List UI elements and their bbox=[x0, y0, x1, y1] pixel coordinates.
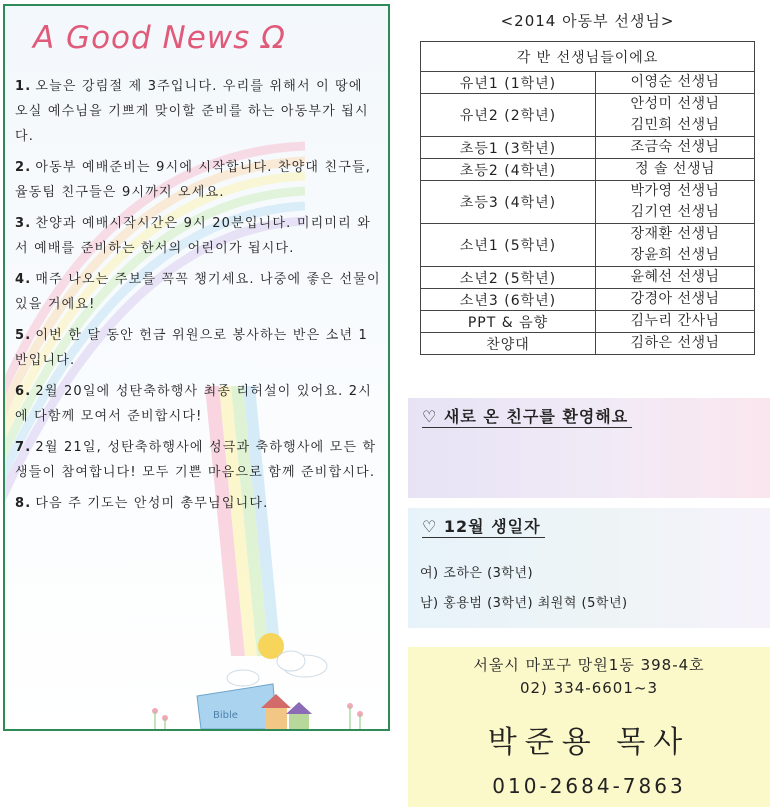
notice-item bbox=[13, 379, 381, 429]
notice-item bbox=[13, 323, 381, 373]
class-name: 찬양대 bbox=[421, 333, 596, 355]
notice-number: 2. bbox=[15, 160, 32, 175]
teacher-names bbox=[596, 181, 755, 224]
church-address: 서울시 마포구 망원1동 398-4호 bbox=[473, 656, 705, 674]
newsletter-title: A Good News Ω bbox=[33, 20, 286, 56]
notice-item bbox=[13, 267, 381, 317]
teacher-row bbox=[421, 289, 755, 311]
notice-number: 3. bbox=[15, 216, 32, 231]
class-name: PPT & 음향 bbox=[421, 311, 596, 333]
teacher-row bbox=[421, 267, 755, 289]
teacher-names bbox=[596, 224, 755, 267]
teacher-name: 윤혜선 선생님 bbox=[630, 269, 720, 285]
notice-item bbox=[13, 491, 381, 516]
news-panel bbox=[3, 4, 390, 731]
notice-text: 이번 한 달 동안 헌금 위원으로 봉사하는 반은 소년 1반입니다. bbox=[15, 328, 369, 368]
teacher-name: 조금숙 선생님 bbox=[630, 139, 720, 155]
teacher-names bbox=[596, 94, 755, 137]
teacher-names bbox=[596, 159, 755, 181]
teacher-row bbox=[421, 181, 755, 224]
teacher-table bbox=[420, 41, 755, 355]
notice-number: 1. bbox=[15, 79, 32, 94]
notice-text: 오늘은 강림절 제 3주입니다. 우리를 위해서 이 땅에 오실 예수님을 기쁘게 맞이할 준비를 하는 아동부가 됩시다. bbox=[15, 79, 369, 144]
teacher-names bbox=[596, 311, 755, 333]
teacher-row bbox=[421, 224, 755, 267]
svg-text:Bible: Bible bbox=[213, 710, 238, 721]
teacher-name: 이영순 선생님 bbox=[630, 74, 720, 90]
teacher-row bbox=[421, 333, 755, 355]
birthday-title: ♡ 12월 생일자 bbox=[422, 514, 545, 538]
notice-number: 6. bbox=[15, 384, 32, 399]
notice-item bbox=[13, 435, 381, 485]
teacher-row bbox=[421, 159, 755, 181]
teacher-names bbox=[596, 333, 755, 355]
notice-item bbox=[13, 155, 381, 205]
teacher-names bbox=[596, 72, 755, 94]
contact-section bbox=[408, 647, 770, 807]
class-name: 소년2 (5학년) bbox=[421, 267, 596, 289]
teacher-name: 정 솔 선생님 bbox=[634, 161, 716, 177]
teacher-row bbox=[421, 94, 755, 137]
birthday-boys: 남) 홍용범 (3학년) 최원혁 (5학년) bbox=[420, 596, 628, 611]
teacher-names bbox=[596, 137, 755, 159]
teacher-names bbox=[596, 267, 755, 289]
notice-text: 찬양과 예배시작시간은 9시 20분입니다. 미리미리 와서 예배를 준비하는 한서의 어린이가 됩시다. bbox=[15, 216, 371, 256]
notice-number: 4. bbox=[15, 272, 32, 287]
notice-list bbox=[13, 74, 381, 522]
teacher-name: 김기연 선생님 bbox=[630, 204, 720, 220]
teacher-name: 박가영 선생님 bbox=[630, 183, 720, 199]
church-phone: 02) 334-6601~3 bbox=[519, 679, 659, 697]
pastor-name: 박준용 목사 bbox=[487, 725, 691, 760]
teacher-row bbox=[421, 72, 755, 94]
class-name: 소년1 (5학년) bbox=[421, 224, 596, 267]
teacher-name: 장윤희 선생님 bbox=[630, 247, 720, 263]
class-name: 초등2 (4학년) bbox=[421, 159, 596, 181]
notice-item bbox=[13, 211, 381, 261]
teacher-name: 장재환 선생님 bbox=[630, 226, 720, 242]
class-name: 유년1 (1학년) bbox=[421, 72, 596, 94]
notice-number: 8. bbox=[15, 496, 32, 511]
birthday-girls: 여) 조하은 (3학년) bbox=[420, 566, 534, 581]
notice-text: 매주 나오는 주보를 꼭꼭 챙기세요. 나중에 좋은 선물이 있을 거에요! bbox=[15, 272, 381, 312]
teacher-row bbox=[421, 311, 755, 333]
notice-text: 2월 20일에 성탄축하행사 최종 리허설이 있어요. 2시에 다함께 모여서 준비합시다! bbox=[15, 384, 373, 424]
welcome-title: ♡ 새로 온 친구를 환영해요 bbox=[422, 404, 632, 428]
notice-text: 2월 21일, 성탄축하행사에 성극과 축하행사에 모든 학생들이 참여합니다! 모두 기쁜 마음으로 함께 준비합시다. bbox=[15, 440, 377, 480]
teacher-section-title: <2014 아동부 선생님> bbox=[500, 12, 675, 30]
teacher-name: 안성미 선생님 bbox=[630, 96, 720, 112]
notice-item bbox=[13, 74, 381, 149]
class-name: 초등1 (3학년) bbox=[421, 137, 596, 159]
teacher-names bbox=[596, 289, 755, 311]
teacher-name: 김누리 간사님 bbox=[630, 313, 720, 329]
class-name: 초등3 (4학년) bbox=[421, 181, 596, 224]
teacher-name: 강경아 선생님 bbox=[630, 291, 720, 307]
pastor-mobile: 010-2684-7863 bbox=[492, 774, 686, 798]
class-name: 소년3 (6학년) bbox=[421, 289, 596, 311]
teacher-table-header: 각 반 선생님들이에요 bbox=[421, 42, 755, 72]
teacher-name: 김하은 선생님 bbox=[630, 335, 720, 351]
teacher-name: 김민희 선생님 bbox=[630, 117, 720, 133]
teacher-row bbox=[421, 137, 755, 159]
notice-number: 7. bbox=[15, 440, 32, 455]
notice-text: 아동부 예배준비는 9시에 시작합니다. 찬양대 친구들, 율동팀 친구들은 9시까지 오세요. bbox=[15, 160, 372, 200]
birthday-section bbox=[408, 508, 770, 628]
class-name: 유년2 (2학년) bbox=[421, 94, 596, 137]
welcome-section bbox=[408, 398, 770, 498]
notice-text: 다음 주 기도는 안성미 총무님입니다. bbox=[35, 496, 269, 511]
notice-number: 5. bbox=[15, 328, 32, 343]
